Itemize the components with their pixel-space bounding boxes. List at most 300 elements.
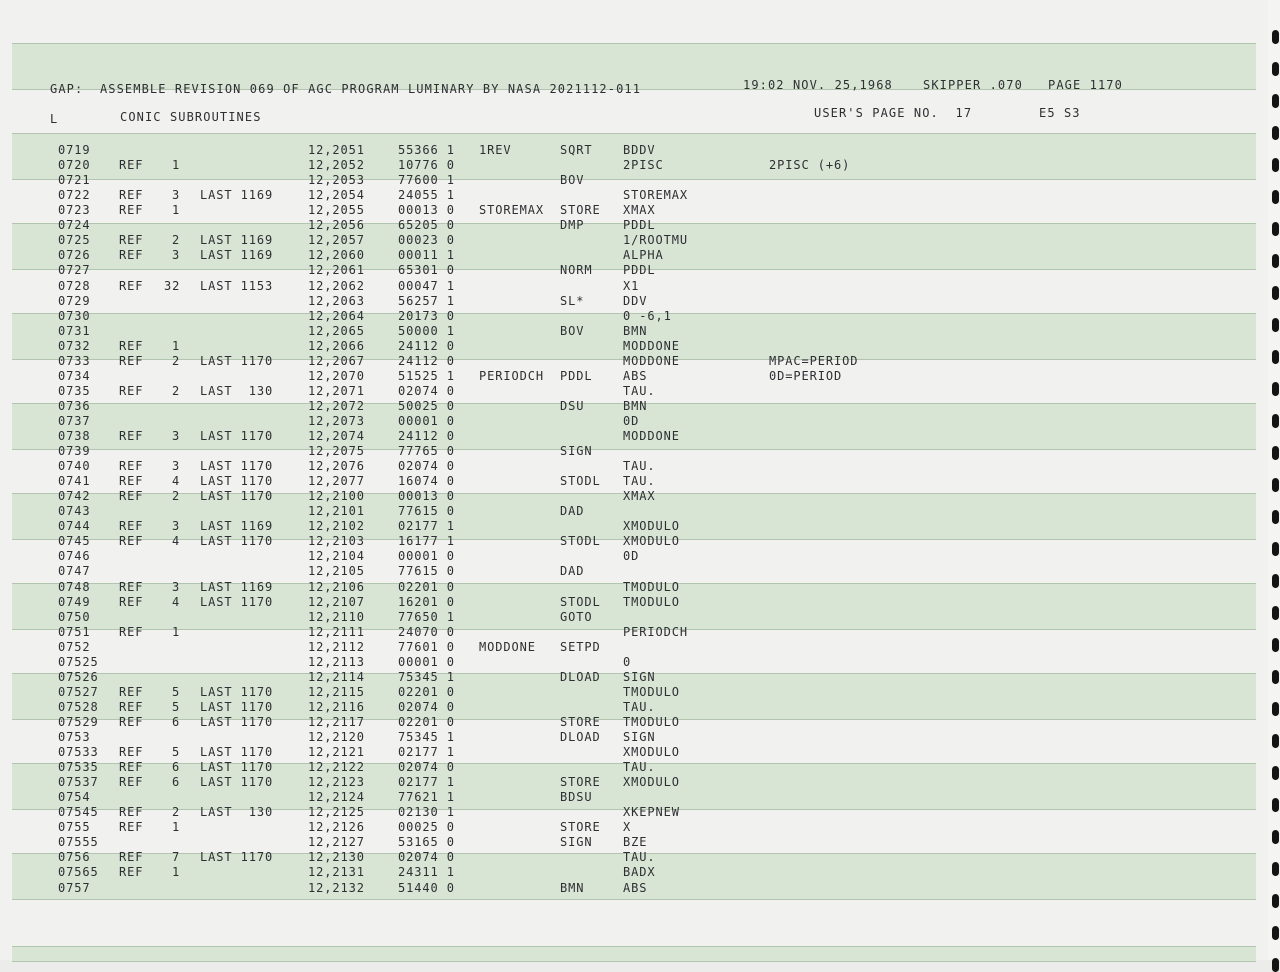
last-ref: LAST 1170: [200, 850, 274, 865]
address: 12,2102: [308, 519, 365, 534]
address: 12,2073: [308, 413, 365, 428]
assembly-timestamp: 19:02 NOV. 25,1968: [743, 78, 893, 92]
line-number: 0725: [58, 233, 91, 248]
line-number: 0726: [58, 248, 91, 263]
operand: TMODULO: [623, 594, 680, 609]
octal-word: 00001 0: [398, 413, 455, 428]
octal-word: 53165 0: [398, 835, 455, 850]
ref-count: 4: [172, 534, 181, 549]
address: 12,2110: [308, 609, 365, 624]
opcode: GOTO: [560, 609, 593, 624]
line-number: 0756: [58, 850, 91, 865]
operand: 0D: [623, 413, 640, 428]
operand: ALPHA: [623, 248, 664, 263]
address: 12,2121: [308, 745, 365, 759]
opcode: STODL: [560, 594, 601, 609]
ref-label: REF: [119, 594, 144, 609]
sprocket-hole: [1272, 606, 1279, 620]
line-number: 0745: [58, 534, 91, 549]
sprocket-hole: [1272, 510, 1279, 524]
sprocket-hole: [1272, 382, 1279, 396]
symbol-label: MODDONE: [479, 639, 536, 654]
octal-word: 16201 0: [398, 594, 455, 609]
ref-label: REF: [119, 820, 144, 835]
line-number: 0740: [58, 459, 91, 474]
operand: STOREMAX: [623, 188, 688, 203]
line-number: 0749: [58, 594, 91, 609]
last-ref: LAST 130: [200, 805, 274, 820]
address: 12,2066: [308, 338, 365, 353]
octal-word: 77615 0: [398, 504, 455, 519]
operand: BDDV: [623, 143, 656, 157]
ref-label: REF: [119, 760, 144, 775]
sprocket-hole: [1272, 894, 1279, 908]
octal-word: 77621 1: [398, 790, 455, 805]
address: 12,2122: [308, 760, 365, 775]
comment: 2PISC (+6): [769, 158, 851, 173]
ref-label: REF: [119, 188, 144, 203]
octal-word: 02201 0: [398, 714, 455, 729]
octal-word: 20173 0: [398, 308, 455, 323]
line-number: 0721: [58, 173, 91, 188]
operand: X1: [623, 278, 640, 293]
line-number: 0753: [58, 730, 91, 744]
last-ref: LAST 1170: [200, 594, 274, 609]
address: 12,2123: [308, 775, 365, 790]
operand: XMODULO: [623, 775, 680, 790]
sprocket-hole: [1272, 958, 1279, 972]
line-number: 0728: [58, 278, 91, 293]
operand: XKEPNEW: [623, 805, 680, 820]
ref-count: 2: [172, 489, 181, 504]
octal-word: 24311 1: [398, 865, 455, 880]
ref-count: 2: [172, 805, 181, 820]
sprocket-hole: [1272, 446, 1279, 460]
line-number: 0751: [58, 624, 91, 639]
opcode: STORE: [560, 203, 601, 218]
opcode: SQRT: [560, 143, 593, 157]
address: 12,2063: [308, 293, 365, 308]
line-number: 0731: [58, 323, 91, 338]
ref-label: REF: [119, 519, 144, 534]
line-number: 0750: [58, 609, 91, 624]
ref-label: REF: [119, 745, 144, 759]
opcode: DLOAD: [560, 669, 601, 684]
line-number: 07537: [58, 775, 99, 790]
address: 12,2054: [308, 188, 365, 203]
octal-word: 24112 0: [398, 428, 455, 443]
octal-word: 02201 0: [398, 579, 455, 594]
line-number: 0733: [58, 353, 91, 368]
operand: DDV: [623, 293, 648, 308]
address: 12,2114: [308, 669, 365, 684]
address: 12,2062: [308, 278, 365, 293]
assembly-header-line: GAP: ASSEMBLE REVISION 069 OF AGC PROGRAM LUMINARY BY NASA 2021112-011: [50, 82, 642, 96]
sprocket-hole: [1272, 222, 1279, 236]
ref-count: 1: [172, 624, 181, 639]
octal-word: 24112 0: [398, 353, 455, 368]
ref-label: REF: [119, 158, 144, 173]
opcode: NORM: [560, 263, 593, 278]
operand: ABS: [623, 880, 648, 895]
operand: 2PISC: [623, 158, 664, 173]
ref-count: 1: [172, 865, 181, 880]
line-number: 0743: [58, 504, 91, 519]
address: 12,2057: [308, 233, 365, 248]
octal-word: 16177 1: [398, 534, 455, 549]
address: 12,2103: [308, 534, 365, 549]
ref-count: 1: [172, 338, 181, 353]
operand: PDDL: [623, 263, 656, 278]
line-number: 0752: [58, 639, 91, 654]
opcode: SL*: [560, 293, 585, 308]
address: 12,2130: [308, 850, 365, 865]
octal-word: 50025 0: [398, 398, 455, 413]
address: 12,2064: [308, 308, 365, 323]
ref-label: REF: [119, 714, 144, 729]
octal-word: 02074 0: [398, 850, 455, 865]
address: 12,2113: [308, 654, 365, 669]
ref-label: REF: [119, 428, 144, 443]
ref-label: REF: [119, 805, 144, 820]
operand: XMODULO: [623, 534, 680, 549]
operand: SIGN: [623, 669, 656, 684]
address: 12,2124: [308, 790, 365, 805]
ref-count: 4: [172, 594, 181, 609]
ref-label: REF: [119, 203, 144, 218]
address: 12,2055: [308, 203, 365, 218]
ref-count: 6: [172, 760, 181, 775]
sprocket-hole: [1272, 254, 1279, 268]
ref-count: 2: [172, 233, 181, 248]
last-ref: LAST 1170: [200, 489, 274, 504]
octal-word: 16074 0: [398, 474, 455, 489]
ref-count: 3: [172, 188, 181, 203]
last-ref: LAST 1169: [200, 579, 274, 594]
operand: BZE: [623, 835, 648, 850]
line-number: 0727: [58, 263, 91, 278]
octal-word: 00013 0: [398, 203, 455, 218]
ref-count: 3: [172, 519, 181, 534]
sprocket-hole: [1272, 702, 1279, 716]
opcode: STORE: [560, 775, 601, 790]
operand: X: [623, 820, 632, 835]
address: 12,2052: [308, 158, 365, 173]
operand: SIGN: [623, 730, 656, 744]
ref-label: REF: [119, 459, 144, 474]
octal-word: 00023 0: [398, 233, 455, 248]
section-title: CONIC SUBROUTINES: [120, 110, 262, 124]
ref-label: REF: [119, 233, 144, 248]
last-ref: LAST 1170: [200, 353, 274, 368]
opcode: SIGN: [560, 835, 593, 850]
address: 12,2107: [308, 594, 365, 609]
address: 12,2077: [308, 474, 365, 489]
operand: PDDL: [623, 218, 656, 233]
operand: MODDONE: [623, 338, 680, 353]
operand: 0 -6,1: [623, 308, 672, 323]
opcode: DLOAD: [560, 730, 601, 744]
ref-label: REF: [119, 278, 144, 293]
address: 12,2131: [308, 865, 365, 880]
octal-word: 24070 0: [398, 624, 455, 639]
opcode: BOV: [560, 173, 585, 188]
operand: XMAX: [623, 203, 656, 218]
line-number: 07526: [58, 669, 99, 684]
last-ref: LAST 1170: [200, 459, 274, 474]
octal-word: 00013 0: [398, 489, 455, 504]
last-ref: LAST 1170: [200, 775, 274, 790]
address: 12,2076: [308, 459, 365, 474]
last-ref: LAST 1170: [200, 474, 274, 489]
sprocket-hole: [1272, 638, 1279, 652]
sprocket-hole: [1272, 734, 1279, 748]
address: 12,2106: [308, 579, 365, 594]
address: 12,2056: [308, 218, 365, 233]
last-ref: LAST 1169: [200, 248, 274, 263]
address: 12,2053: [308, 173, 365, 188]
ref-count: 1: [172, 203, 181, 218]
ref-count: 5: [172, 684, 181, 699]
sprocket-hole: [1272, 798, 1279, 812]
octal-word: 02074 0: [398, 760, 455, 775]
operand: BMN: [623, 398, 648, 413]
octal-word: 51440 0: [398, 880, 455, 895]
octal-word: 02074 0: [398, 459, 455, 474]
octal-word: 77601 0: [398, 639, 455, 654]
line-number: 07527: [58, 684, 99, 699]
address: 12,2117: [308, 714, 365, 729]
last-ref: LAST 1169: [200, 519, 274, 534]
ref-count: 7: [172, 850, 181, 865]
operand: TAU.: [623, 474, 656, 489]
last-ref: LAST 1153: [200, 278, 274, 293]
address: 12,2070: [308, 368, 365, 383]
octal-word: 00011 1: [398, 248, 455, 263]
ref-count: 32: [164, 278, 181, 293]
sprocket-hole: [1272, 670, 1279, 684]
opcode: BDSU: [560, 790, 593, 805]
ref-count: 2: [172, 383, 181, 398]
users-page-number: USER'S PAGE NO. 17: [814, 106, 973, 120]
octal-word: 77600 1: [398, 173, 455, 188]
tractor-feed-strip: [1268, 0, 1280, 960]
address: 12,2127: [308, 835, 365, 850]
operand: BADX: [623, 865, 656, 880]
sprocket-hole: [1272, 766, 1279, 780]
operand: 0: [623, 654, 632, 669]
operand: MODDONE: [623, 353, 680, 368]
line-number: 0748: [58, 579, 91, 594]
comment: 0D=PERIOD: [769, 368, 843, 383]
symbol-label: 1REV: [479, 143, 512, 157]
opcode: STORE: [560, 714, 601, 729]
address: 12,2072: [308, 398, 365, 413]
address: 12,2100: [308, 489, 365, 504]
octal-word: 02177 1: [398, 775, 455, 790]
ref-label: REF: [119, 248, 144, 263]
ref-label: REF: [119, 775, 144, 790]
line-number: 07555: [58, 835, 99, 850]
line-number: 0744: [58, 519, 91, 534]
comment: MPAC=PERIOD: [769, 353, 859, 368]
opcode: DAD: [560, 564, 585, 579]
last-ref: LAST 1169: [200, 233, 274, 248]
operand: BMN: [623, 323, 648, 338]
last-ref: LAST 1170: [200, 534, 274, 549]
ref-count: 2: [172, 353, 181, 368]
line-number: 0741: [58, 474, 91, 489]
line-number: 0722: [58, 188, 91, 203]
last-ref: LAST 1170: [200, 699, 274, 714]
octal-word: 00025 0: [398, 820, 455, 835]
sprocket-hole: [1272, 574, 1279, 588]
line-number: 0739: [58, 444, 91, 458]
line-number: 0720: [58, 158, 91, 173]
ref-label: REF: [119, 338, 144, 353]
sprocket-hole: [1272, 350, 1279, 364]
line-number: 0757: [58, 880, 91, 895]
opcode: STODL: [560, 534, 601, 549]
sprocket-hole: [1272, 190, 1279, 204]
ref-label: REF: [119, 489, 144, 504]
operand: PERIODCH: [623, 624, 688, 639]
address: 12,2075: [308, 444, 365, 458]
opcode: DSU: [560, 398, 585, 413]
opcode: BMN: [560, 880, 585, 895]
octal-word: 02201 0: [398, 684, 455, 699]
ref-label: REF: [119, 474, 144, 489]
last-ref: LAST 1170: [200, 745, 274, 759]
column-l-label: L: [50, 112, 59, 126]
octal-word: 77615 0: [398, 564, 455, 579]
line-number: 0747: [58, 564, 91, 579]
last-ref: LAST 1170: [200, 684, 274, 699]
line-number: 0734: [58, 368, 91, 383]
line-number: 0729: [58, 293, 91, 308]
octal-word: 02130 1: [398, 805, 455, 820]
line-number: 0719: [58, 143, 91, 157]
operand: TAU.: [623, 459, 656, 474]
operand: TMODULO: [623, 579, 680, 594]
octal-word: 77650 1: [398, 609, 455, 624]
address: 12,2126: [308, 820, 365, 835]
operand: XMODULO: [623, 519, 680, 534]
line-number: 0735: [58, 383, 91, 398]
octal-word: 50000 1: [398, 323, 455, 338]
address: 12,2071: [308, 383, 365, 398]
address: 12,2111: [308, 624, 365, 639]
address: 12,2115: [308, 684, 365, 699]
ref-count: 3: [172, 459, 181, 474]
address: 12,2132: [308, 880, 365, 895]
address: 12,2120: [308, 730, 365, 744]
operand: ABS: [623, 368, 648, 383]
symbol-label: STOREMAX: [479, 203, 544, 218]
ref-count: 4: [172, 474, 181, 489]
address: 12,2101: [308, 504, 365, 519]
address: 12,2060: [308, 248, 365, 263]
address: 12,2104: [308, 549, 365, 564]
ref-label: REF: [119, 699, 144, 714]
operand: TAU.: [623, 850, 656, 865]
octal-word: 02177 1: [398, 745, 455, 759]
sprocket-hole: [1272, 478, 1279, 492]
sprocket-hole: [1272, 62, 1279, 76]
line-number: 0724: [58, 218, 91, 233]
ref-label: REF: [119, 353, 144, 368]
ref-label: REF: [119, 383, 144, 398]
opcode: DAD: [560, 504, 585, 519]
line-number: 07528: [58, 699, 99, 714]
octal-word: 56257 1: [398, 293, 455, 308]
octal-word: 65205 0: [398, 218, 455, 233]
octal-word: 00001 0: [398, 549, 455, 564]
ref-count: 6: [172, 775, 181, 790]
sprocket-hole: [1272, 542, 1279, 556]
operand: MODDONE: [623, 428, 680, 443]
ref-count: 3: [172, 248, 181, 263]
octal-word: 00047 1: [398, 278, 455, 293]
ref-label: REF: [119, 534, 144, 549]
sprocket-hole: [1272, 30, 1279, 44]
sprocket-hole: [1272, 926, 1279, 940]
octal-word: 02074 0: [398, 699, 455, 714]
octal-word: 10776 0: [398, 158, 455, 173]
octal-word: 02177 1: [398, 519, 455, 534]
line-number: 0754: [58, 790, 91, 805]
octal-word: 55366 1: [398, 143, 455, 157]
line-number: 07535: [58, 760, 99, 775]
line-number: 07533: [58, 745, 99, 759]
address: 12,2074: [308, 428, 365, 443]
operand: XMAX: [623, 489, 656, 504]
sprocket-hole: [1272, 158, 1279, 172]
operand: TAU.: [623, 699, 656, 714]
line-number: 0723: [58, 203, 91, 218]
sprocket-hole: [1272, 862, 1279, 876]
octal-word: 51525 1: [398, 368, 455, 383]
line-number: 0746: [58, 549, 91, 564]
octal-word: 24112 0: [398, 338, 455, 353]
ref-count: 1: [172, 158, 181, 173]
ref-label: REF: [119, 865, 144, 880]
ref-count: 6: [172, 714, 181, 729]
opcode: DMP: [560, 218, 585, 233]
octal-word: 75345 1: [398, 669, 455, 684]
ref-count: 5: [172, 699, 181, 714]
ref-label: REF: [119, 850, 144, 865]
ref-count: 3: [172, 428, 181, 443]
last-ref: LAST 1170: [200, 714, 274, 729]
ref-count: 1: [172, 820, 181, 835]
address: 12,2067: [308, 353, 365, 368]
line-number: 07525: [58, 654, 99, 669]
sprocket-hole: [1272, 126, 1279, 140]
line-number: 0736: [58, 398, 91, 413]
opcode: SIGN: [560, 444, 593, 458]
line-number: 0730: [58, 308, 91, 323]
opcode: SETPD: [560, 639, 601, 654]
page-number: PAGE 1170: [1048, 78, 1123, 92]
line-number: 0738: [58, 428, 91, 443]
address: 12,2061: [308, 263, 365, 278]
last-ref: LAST 1170: [200, 428, 274, 443]
operand: 1/ROOTMU: [623, 233, 688, 248]
sprocket-hole: [1272, 830, 1279, 844]
symbol-label: PERIODCH: [479, 368, 544, 383]
octal-word: 00001 0: [398, 654, 455, 669]
